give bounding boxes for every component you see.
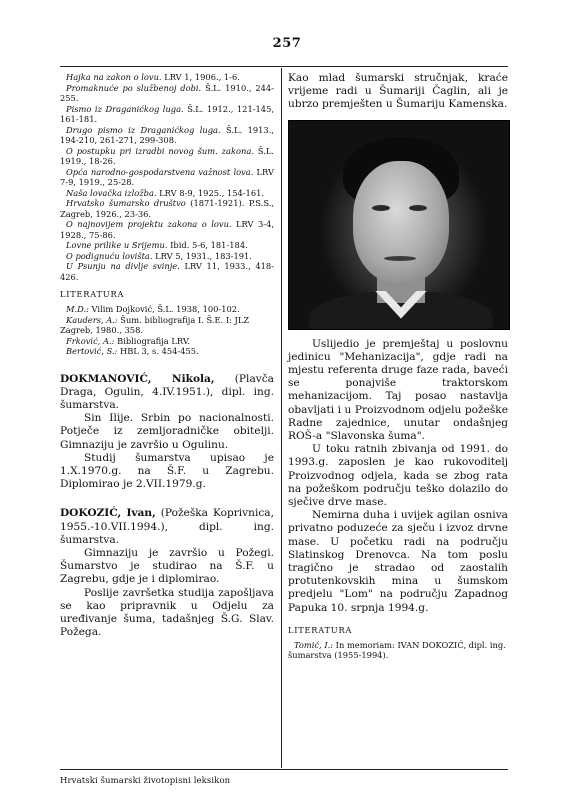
top-rule	[60, 66, 508, 67]
literature-item: Tomić, I.: In memoriam: IVAN DOKOZIĆ, dipl. ing. šumarstva (1955-1994).	[288, 639, 506, 661]
reference-item: Drugo pismo iz Draganićkog luga. Š.L. 1913., 194-210, 261-271, 299-308.	[60, 124, 274, 145]
entry-paragraph: Studij šumarstva upisao je 1.X.1970.g. na Š.F. u Zagrebu. Diplomirao je 2.VII.1979.g.	[60, 451, 274, 491]
footer-text: Hrvatski šumarski životopisni leksikon	[60, 776, 231, 786]
entry-paragraph: Nemirna duha i uvijek agilan osniva privatno poduzeće za sječu i izvoz drvne mase. U početku radi na području Slatinskog Drenovca. Na tom poslu tragično je stradao od zaostalih protutenkovskih mina u šumskom predjelu "Lom" na području Zapadnog Papuka 10. srpnja 1994.g.	[288, 509, 508, 614]
reference-item: O postupku pri izradbi novog šum. zakona. Š.L. 1919., 18-26.	[60, 145, 275, 166]
entry-dokozic	[60, 507, 274, 639]
left-column	[60, 72, 274, 639]
literature-item: Bertović, S.: HBL 3, s. 454-455.	[66, 346, 199, 356]
bottom-rule	[60, 769, 508, 770]
reference-item: U Psunju na divlje svinje. LRV 11, 1933., 418-426.	[60, 261, 274, 282]
literature-item: M.D.: Vilim Dojković, Š.L. 1938, 100-102.	[66, 304, 240, 314]
entry-name: DOKMANOVIĆ, Nikola,	[60, 372, 215, 385]
literature-item: Kauders, A.: Šum. bibliografija I. Š.E. I: JLZ Zagreb, 1980., 358.	[60, 314, 250, 335]
entry-paragraph: U toku ratnih zbivanja od 1991. do 1993.g. zaposlen je kao rukovoditelj Proizvodnog odjela, kada se zbog rata na požeškom području teško dolazilo do sječive drve mase.	[288, 443, 508, 509]
entry-paragraph: Gimnaziju je završio u Požegi. Šumarstvo je studirao na Š.F. u Zagrebu, gdje je i diplomirao.	[60, 546, 274, 586]
literature-heading: LITERATURA	[60, 289, 125, 299]
reference-item: Hrvatsko šumarsko društvo (1871-1921). P.S.S., Zagreb, 1926., 23-36.	[60, 198, 274, 219]
portrait-photo	[288, 120, 510, 330]
entry-paragraph: Sin Ilije. Srbin po nacionalnosti. Potječe iz zemljoradničke obitelji. Gimnaziju je završio u Ogulinu.	[60, 412, 274, 451]
entry-paragraph: Poslije završetka studija zapošljava se kao pripravnik u Odjelu za uređivanje šuma, tadašnjeg Š.G. Slav. Požega.	[60, 586, 274, 639]
reference-item: Opća narodno-gospodarstvena važnost lova. LRV 7-9, 1919., 25-28.	[60, 166, 274, 187]
reference-item: O najnovijem projektu zakona o lovu. LRV 3-4, 1928., 75-86.	[60, 219, 274, 240]
entry-header: DOKMANOVIĆ, Nikola, (Plavča Draga, Ogulin, 4.IV.1951.), dipl. ing. šumarstva.	[60, 372, 274, 411]
reference-list	[60, 72, 274, 282]
entry-dokmanovic	[60, 373, 274, 492]
right-column	[288, 72, 508, 661]
entry-paragraph: Uslijedio je premještaj u poslovnu jedinicu "Mehanizacija", gdje radi na mjestu referenta druge faze rada, baveći se ponajviše traktorskom mehanizacijom. Taj posao nastavlja obavljati i u Proizvodnom odjelu požeške Radne zajednice, unutar ondašnjeg ROŠ-a "Slavonska šuma".	[288, 337, 508, 443]
literature-heading: LITERATURA	[288, 624, 353, 635]
reference-item: Lovne prilike u Srijemu. Ibid. 5-6, 181-184.	[66, 240, 248, 250]
literature-item: Frković, A.: Bibliografija LRV.	[66, 335, 190, 346]
reference-item: Naša lovačka izložba. LRV 8-9, 1925., 154-161.	[66, 187, 265, 198]
literature-list	[60, 304, 274, 357]
reference-item: O podignuću lovišta. LRV 5, 1931., 183-191.	[66, 250, 252, 261]
entry-paragraph: Kao mlad šumarski stručnjak, kraće vrijeme radi u Šumariji Čaglin, ali je ubrzo premješten u Šumariju Kamenska.	[288, 72, 508, 111]
reference-item: Promaknuće po službenoj dobi. Š.L. 1910., 244-255.	[60, 82, 274, 103]
entry-header: DOKOZIĆ, Ivan, (Požeška Koprivnica, 1955.-10.VII.1994.), dipl. ing. šumarstva.	[60, 507, 274, 546]
reference-item: Hajka na zakon o lovu. LRV 1, 1906., 1-6.	[66, 72, 240, 82]
page-number: 257	[272, 36, 302, 51]
entry-name: DOKOZIĆ, Ivan,	[60, 507, 156, 520]
reference-item: Pismo iz Draganićkog luga. Š.L. 1912., 121-145, 161-181.	[60, 103, 274, 124]
column-divider	[281, 68, 282, 768]
